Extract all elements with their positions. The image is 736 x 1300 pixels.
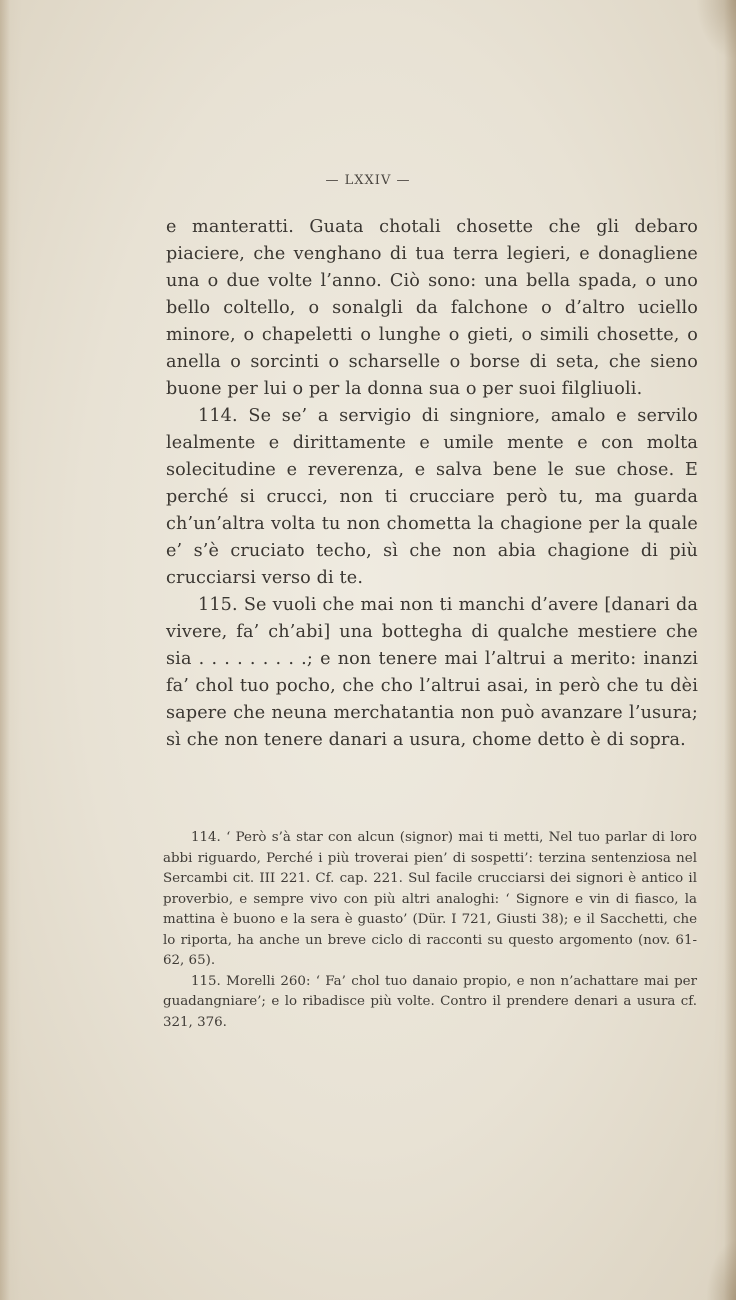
footnote-text: Morelli 260: ‘ Fa’ chol tuo danaio propio, e non n’achattare mai per guadangniare’; e lo ribadisce più volte. Contro il prendere denari a usura cf. 321, 376. xyxy=(163,973,697,1030)
main-text xyxy=(166,214,698,754)
page-edge-right xyxy=(724,0,736,1300)
paragraph-text: e manteratti. Guata chotali chosette che gli debaro piaciere, che venghano di tua terra legieri, e donagliene una o due volte l’anno. Ciò sono: una bella spada, o uno bello coltello, o sonalgli da falchone o d’altro uciello minore, o chapeletti o lunghe o gieti, o simili chosette, o anella o sorcinti o scharselle o borse di seta, che sieno buone per lui o per la donna sua o per suoi filgliuoli. xyxy=(166,217,698,399)
paragraph-115 xyxy=(166,592,698,754)
running-head: — LXXIV — xyxy=(325,173,411,188)
footnotes xyxy=(163,828,697,1033)
paragraph-114 xyxy=(166,403,698,592)
page-stain-bottom-right xyxy=(706,1240,736,1300)
paragraph-continuation xyxy=(166,214,698,403)
paragraph-number: 115. xyxy=(198,595,238,615)
footnote-number: 115. xyxy=(191,973,221,989)
paragraph-text: Se se’ a servigio di singniore, amalo e servilo lealmente e dirittamente e umile mente e con molta solecitudine e reverenza, e salva bene le sue chose. E perché si crucci, non ti crucciare però tu, ma guarda ch’un’altra volta tu non chometta la chagione per la quale e’ s’è cruciato techo, sì che non abia chagione di più crucciarsi verso di te. xyxy=(166,406,698,588)
footnote-115 xyxy=(163,972,697,1034)
paragraph-text: Se vuoli che mai non ti manchi d’avere [danari da vivere, fa’ ch’abi] una bottegha di qualche mestiere che sia . . . . . . . . .; e non tenere mai l’altrui a merito: inanzi fa’ chol tuo pocho, che cho l’altrui asai, in però che tu dèi sapere che neuna merchatantia non può avanzare l’usura; sì che non tenere danari a usura, chome detto è di sopra. xyxy=(166,595,698,750)
page-stain-top-right xyxy=(696,0,736,60)
footnote-number: 114. xyxy=(191,830,221,845)
footnote-114 xyxy=(163,828,697,972)
page-edge-left xyxy=(0,0,10,1300)
footnote-text: ‘ Però s’à star con alcun (signor) mai ti metti, Nel tuo parlar di loro abbi riguardo, Perché i più troverai pien’ di sospetti’: terzina sentenziosa nel Sercambi cit. III 221. Cf. cap. 221. Sul facile crucciarsi dei signori è antico il proverbio, e sempre vivo con più altri analoghi: ‘ Signore e vin di fiasco, la mattina è buono e la sera è guasto’ (Dür. I 721, Giusti 38); e il Sacchetti, che lo riporta, ha anche un breve ciclo di racconti su questo argomento (nov. 61-62, 65). xyxy=(163,830,697,968)
paragraph-number: 114. xyxy=(198,406,238,426)
